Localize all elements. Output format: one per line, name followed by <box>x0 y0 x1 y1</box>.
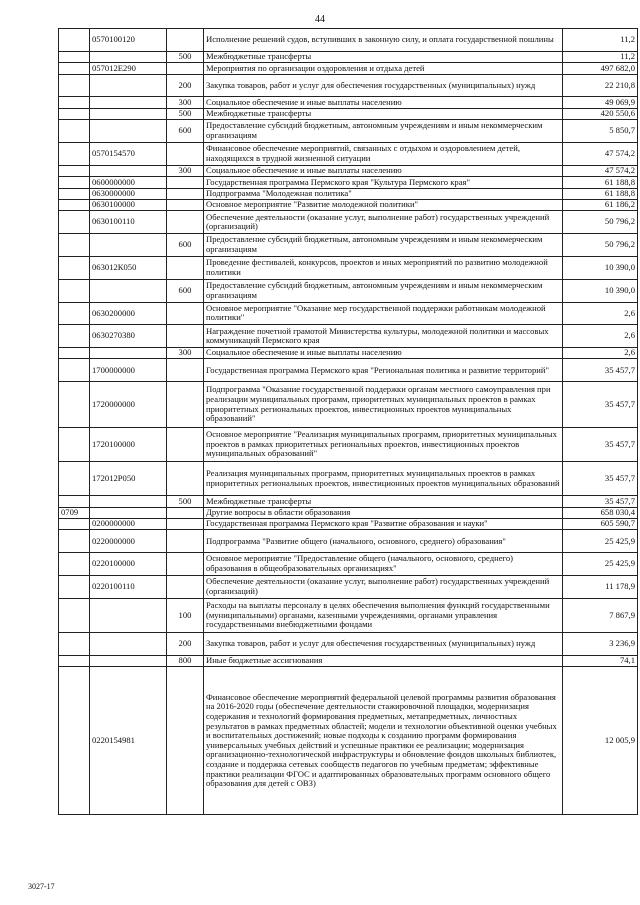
amount-cell: 7 867,9 <box>563 598 638 632</box>
target-code-cell: 0220100110 <box>90 576 167 599</box>
section-code-cell <box>59 667 90 815</box>
item-name-cell: Государственная программа Пермского края "Культура Пермского края" <box>204 177 563 188</box>
item-name-cell: Реализация муниципальных программ, приоритетных муниципальных проектов в рамках приоритетных региональных проектов, инвестиционных проектов муниципальных образований <box>204 462 563 496</box>
section-code-cell <box>59 234 90 257</box>
item-name-cell: Межбюджетные трансферты <box>204 51 563 62</box>
expense-type-cell: 200 <box>167 74 204 97</box>
item-name-cell: Финансовое обеспечение мероприятий, связанных с отдыхом и оздоровлением детей, находящихся в трудной жизненной ситуации <box>204 142 563 165</box>
section-code-cell <box>59 382 90 428</box>
section-code-cell <box>59 655 90 666</box>
target-code-cell: 0220154981 <box>90 667 167 815</box>
amount-cell: 35 457,7 <box>563 462 638 496</box>
section-code-cell <box>59 427 90 461</box>
expense-type-cell: 300 <box>167 348 204 359</box>
expense-type-cell <box>167 507 204 518</box>
section-code-cell <box>59 63 90 74</box>
table-row <box>59 553 638 576</box>
item-name-cell: Закупка товаров, работ и услуг для обеспечения государственных (муниципальных) нужд <box>204 74 563 97</box>
item-name-cell: Социальное обеспечение и иные выплаты населению <box>204 165 563 176</box>
target-code-cell: 0220100000 <box>90 553 167 576</box>
item-name-cell: Иные бюджетные ассигнования <box>204 655 563 666</box>
target-code-cell <box>90 655 167 666</box>
item-name-cell: Подпрограмма "Развитие общего (начального, основного, среднего) образования" <box>204 530 563 553</box>
expense-type-cell <box>167 667 204 815</box>
section-code-cell <box>59 462 90 496</box>
section-code-cell <box>59 211 90 234</box>
target-code-cell: 1720000000 <box>90 382 167 428</box>
section-code-cell <box>59 325 90 348</box>
amount-cell: 25 425,9 <box>563 530 638 553</box>
table-row <box>59 302 638 325</box>
target-code-cell: 0630200000 <box>90 302 167 325</box>
item-name-cell: Другие вопросы в области образования <box>204 507 563 518</box>
table-row <box>59 519 638 530</box>
amount-cell: 74,1 <box>563 655 638 666</box>
item-name-cell: Награждение почетной грамотой Министерства культуры, молодежной политики и массовых коммуникаций Пермского края <box>204 325 563 348</box>
section-code-cell <box>59 256 90 279</box>
table-row <box>59 279 638 302</box>
target-code-cell <box>90 496 167 507</box>
item-name-cell: Обеспечение деятельности (оказание услуг, выполнение работ) государственных учреждений (организаций) <box>204 211 563 234</box>
expense-type-cell: 500 <box>167 51 204 62</box>
item-name-cell: Проведение фестивалей, конкурсов, проектов и иных мероприятий по развитию молодежной политики <box>204 256 563 279</box>
expense-type-cell: 600 <box>167 279 204 302</box>
document-code: 3027-17 <box>28 882 55 891</box>
target-code-cell <box>90 97 167 108</box>
table-row <box>59 667 638 815</box>
target-code-cell: 063012К050 <box>90 256 167 279</box>
amount-cell: 497 682,0 <box>563 63 638 74</box>
expense-type-cell <box>167 302 204 325</box>
table-row <box>59 120 638 143</box>
target-code-cell: 0630100110 <box>90 211 167 234</box>
item-name-cell: Основное мероприятие "Реализация муниципальных программ, приоритетных муниципальных проектов в рамках приоритетных региональных проектов, инвестиционных проектов муниципальных образований" <box>204 427 563 461</box>
amount-cell: 11,2 <box>563 29 638 52</box>
table-row <box>59 74 638 97</box>
target-code-cell: 0200000000 <box>90 519 167 530</box>
table-row <box>59 462 638 496</box>
section-code-cell <box>59 97 90 108</box>
section-code-cell <box>59 279 90 302</box>
table-row <box>59 655 638 666</box>
expense-type-cell <box>167 256 204 279</box>
section-code-cell <box>59 598 90 632</box>
expense-type-cell <box>167 382 204 428</box>
expense-type-cell <box>167 188 204 199</box>
amount-cell: 5 850,7 <box>563 120 638 143</box>
amount-cell: 49 069,9 <box>563 97 638 108</box>
target-code-cell: 0220000000 <box>90 530 167 553</box>
table-row <box>59 199 638 210</box>
section-code-cell <box>59 51 90 62</box>
item-name-cell: Социальное обеспечение и иные выплаты населению <box>204 348 563 359</box>
expense-type-cell <box>167 325 204 348</box>
amount-cell: 35 457,7 <box>563 496 638 507</box>
target-code-cell: 0600000000 <box>90 177 167 188</box>
expense-type-cell: 200 <box>167 633 204 656</box>
item-name-cell: Основное мероприятие "Развитие молодежной политики" <box>204 199 563 210</box>
expense-type-cell: 100 <box>167 598 204 632</box>
section-code-cell <box>59 177 90 188</box>
amount-cell: 3 236,9 <box>563 633 638 656</box>
item-name-cell: Межбюджетные трансферты <box>204 108 563 119</box>
target-code-cell: 172012Р050 <box>90 462 167 496</box>
amount-cell: 11 178,9 <box>563 576 638 599</box>
amount-cell: 11,2 <box>563 51 638 62</box>
item-name-cell: Подпрограмма "Оказание государственной поддержки органам местного самоуправления при реализации муниципальных программ, приоритетных муниципальных проектов в рамках приоритетных региональных проектов, инвестиционных проектов муниципальных образований" <box>204 382 563 428</box>
expense-type-cell: 600 <box>167 234 204 257</box>
section-code-cell <box>59 359 90 382</box>
expense-type-cell <box>167 142 204 165</box>
target-code-cell: 1700000000 <box>90 359 167 382</box>
target-code-cell <box>90 348 167 359</box>
item-name-cell: Предоставление субсидий бюджетным, автономным учреждениям и иным некоммерческим организациям <box>204 279 563 302</box>
section-code-cell <box>59 188 90 199</box>
section-code-cell <box>59 633 90 656</box>
expense-type-cell <box>167 427 204 461</box>
amount-cell: 47 574,2 <box>563 142 638 165</box>
amount-cell: 25 425,9 <box>563 553 638 576</box>
amount-cell: 420 550,6 <box>563 108 638 119</box>
target-code-cell <box>90 633 167 656</box>
item-name-cell: Обеспечение деятельности (оказание услуг, выполнение работ) государственных учреждений (организаций) <box>204 576 563 599</box>
budget-table-body <box>59 29 638 815</box>
item-name-cell: Расходы на выплаты персоналу в целях обеспечения выполнения функций государственными (муниципальными) органами, казенными учреждениями, органами управления государственными внебюджетными фондами <box>204 598 563 632</box>
item-name-cell: Подпрограмма "Молодежная политика" <box>204 188 563 199</box>
table-row <box>59 142 638 165</box>
section-code-cell <box>59 553 90 576</box>
amount-cell: 2,6 <box>563 302 638 325</box>
target-code-cell: 1720100000 <box>90 427 167 461</box>
expense-type-cell <box>167 211 204 234</box>
table-row <box>59 211 638 234</box>
table-row <box>59 165 638 176</box>
target-code-cell: 0630000000 <box>90 188 167 199</box>
expense-type-cell: 500 <box>167 108 204 119</box>
table-row <box>59 598 638 632</box>
amount-cell: 12 005,9 <box>563 667 638 815</box>
section-code-cell: 0709 <box>59 507 90 518</box>
target-code-cell: 0570100120 <box>90 29 167 52</box>
section-code-cell <box>59 142 90 165</box>
target-code-cell <box>90 51 167 62</box>
table-row <box>59 530 638 553</box>
expense-type-cell <box>167 462 204 496</box>
item-name-cell: Мероприятия по организации оздоровления и отдыха детей <box>204 63 563 74</box>
item-name-cell: Предоставление субсидий бюджетным, автономным учреждениям и иным некоммерческим организациям <box>204 120 563 143</box>
target-code-cell <box>90 507 167 518</box>
section-code-cell <box>59 165 90 176</box>
section-code-cell <box>59 530 90 553</box>
amount-cell: 2,6 <box>563 325 638 348</box>
item-name-cell: Финансовое обеспечение мероприятий федеральной целевой программы развития образования на 2016-2020 годы (обеспечение деятельности стажировочной площадки, модернизация содержания и технологий формирования предметных, метапредметных, личностных результатов в рамках предметных областей; модели и технологии объективной оценки учебных и воспитательных достижений; новые подходы к созданию программ формирования универсальных учебных действий и успешные практики ее реализации; модернизация организационно-технологической инфраструктуры и обновление фондов школьных библиотек, создание и поддержка сетевых сообществ педагогов по учебным предметам; эффективные практики реализации ФГОС и адаптированных образовательных программ основного общего образования для детей с ОВЗ) <box>204 667 563 815</box>
section-code-cell <box>59 120 90 143</box>
target-code-cell: 0570154570 <box>90 142 167 165</box>
item-name-cell: Предоставление субсидий бюджетным, автономным учреждениям и иным некоммерческим организациям <box>204 234 563 257</box>
amount-cell: 61 188,8 <box>563 177 638 188</box>
budget-table <box>58 28 638 815</box>
amount-cell: 35 457,7 <box>563 427 638 461</box>
amount-cell: 605 590,7 <box>563 519 638 530</box>
amount-cell: 50 796,2 <box>563 234 638 257</box>
table-row <box>59 29 638 52</box>
target-code-cell: 0630100000 <box>90 199 167 210</box>
table-row <box>59 188 638 199</box>
table-row <box>59 234 638 257</box>
expense-type-cell: 800 <box>167 655 204 666</box>
page-number: 44 <box>315 14 325 25</box>
section-code-cell <box>59 29 90 52</box>
section-code-cell <box>59 302 90 325</box>
expense-type-cell <box>167 177 204 188</box>
amount-cell: 50 796,2 <box>563 211 638 234</box>
item-name-cell: Закупка товаров, работ и услуг для обеспечения государственных (муниципальных) нужд <box>204 633 563 656</box>
amount-cell: 10 390,0 <box>563 256 638 279</box>
amount-cell: 61 188,8 <box>563 188 638 199</box>
table-row <box>59 177 638 188</box>
section-code-cell <box>59 199 90 210</box>
item-name-cell: Государственная программа Пермского края "Региональная политика и развитие территорий" <box>204 359 563 382</box>
table-row <box>59 51 638 62</box>
table-row <box>59 325 638 348</box>
amount-cell: 61 186,2 <box>563 199 638 210</box>
expense-type-cell <box>167 359 204 382</box>
table-row <box>59 63 638 74</box>
section-code-cell <box>59 519 90 530</box>
expense-type-cell: 500 <box>167 496 204 507</box>
expense-type-cell: 600 <box>167 120 204 143</box>
target-code-cell: 0630270380 <box>90 325 167 348</box>
amount-cell: 2,6 <box>563 348 638 359</box>
target-code-cell: 057012E290 <box>90 63 167 74</box>
table-row <box>59 348 638 359</box>
section-code-cell <box>59 576 90 599</box>
amount-cell: 10 390,0 <box>563 279 638 302</box>
table-row <box>59 427 638 461</box>
section-code-cell <box>59 496 90 507</box>
section-code-cell <box>59 348 90 359</box>
target-code-cell <box>90 598 167 632</box>
expense-type-cell: 300 <box>167 165 204 176</box>
expense-type-cell <box>167 519 204 530</box>
expense-type-cell <box>167 576 204 599</box>
target-code-cell <box>90 234 167 257</box>
target-code-cell <box>90 165 167 176</box>
expense-type-cell <box>167 553 204 576</box>
section-code-cell <box>59 108 90 119</box>
amount-cell: 658 030,4 <box>563 507 638 518</box>
table-row <box>59 382 638 428</box>
item-name-cell: Государственная программа Пермского края "Развитие образования и науки" <box>204 519 563 530</box>
expense-type-cell <box>167 199 204 210</box>
section-code-cell <box>59 74 90 97</box>
expense-type-cell <box>167 530 204 553</box>
amount-cell: 35 457,7 <box>563 359 638 382</box>
target-code-cell <box>90 108 167 119</box>
table-row <box>59 97 638 108</box>
table-row <box>59 108 638 119</box>
item-name-cell: Основное мероприятие "Предоставление общего (начального, основного, среднего) образования в общеобразовательных организациях" <box>204 553 563 576</box>
item-name-cell: Исполнение решений судов, вступивших в законную силу, и оплата государственной пошлины <box>204 29 563 52</box>
table-row <box>59 256 638 279</box>
table-row <box>59 507 638 518</box>
item-name-cell: Межбюджетные трансферты <box>204 496 563 507</box>
table-row <box>59 633 638 656</box>
table-row <box>59 359 638 382</box>
table-row <box>59 576 638 599</box>
expense-type-cell: 300 <box>167 97 204 108</box>
table-row <box>59 496 638 507</box>
expense-type-cell <box>167 63 204 74</box>
target-code-cell <box>90 74 167 97</box>
item-name-cell: Социальное обеспечение и иные выплаты населению <box>204 97 563 108</box>
item-name-cell: Основное мероприятие "Оказание мер государственной поддержки работникам молодежной политики" <box>204 302 563 325</box>
target-code-cell <box>90 120 167 143</box>
amount-cell: 35 457,7 <box>563 382 638 428</box>
amount-cell: 22 210,8 <box>563 74 638 97</box>
target-code-cell <box>90 279 167 302</box>
amount-cell: 47 574,2 <box>563 165 638 176</box>
expense-type-cell <box>167 29 204 52</box>
